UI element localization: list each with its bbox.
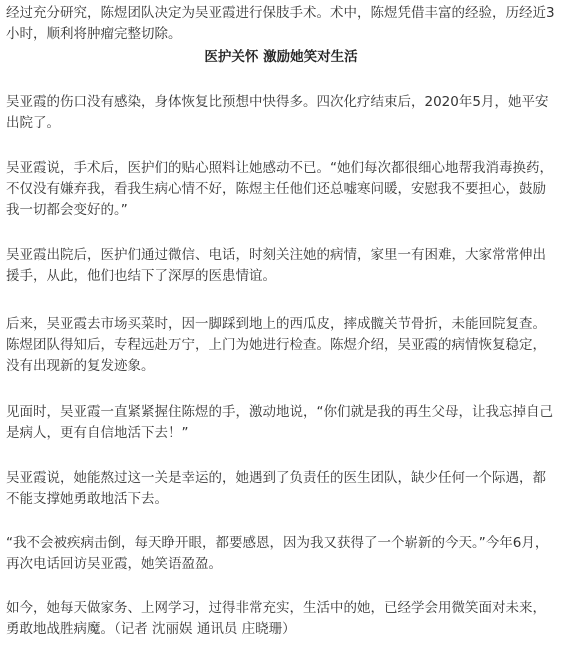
paragraph-closing: 如今，她每天做家务、上网学习，过得非常充实，生活中的她，已经学会用微笑面对未来，勇敢地战胜病魔。（记者 沈丽娱 通讯员 庄晓珊） (6, 600, 546, 637)
paragraph-gratitude: 见面时，吴亚霞一直紧紧握住陈煜的手，激动地说，“你们就是我的再生父母，让我忘掉自己是病人，更有自信地活下去！” (6, 404, 553, 441)
section-heading: 医护关怀 激励她笑对生活 (204, 49, 358, 65)
paragraph-phone-revisit: “我不会被疾病击倒，每天睁开眼，都要感恩，因为我又获得了一个崭新的今天。”今年6月，再次电话回访吴亚霞，她笑语盈盈。 (6, 535, 549, 572)
paragraph-lucky: 吴亚霞说，她能熬过这一关是幸运的，她遇到了负责任的医生团队，缺少任何一个际遇，都不能支撑她勇敢地活下去。 (6, 470, 546, 507)
paragraph-follow-up: 吴亚霞出院后，医护们通过微信、电话，时刻关注她的病情，家里一有困难，大家常常伸出援手，从此，他们也结下了深厚的医患情谊。 (6, 247, 546, 284)
paragraph-surgery: 经过充分研究，陈煜团队决定为吴亚霞进行保肢手术。术中，陈煜凭借丰富的经验，历经近3小时，顺利将肿瘤完整切除。 (6, 5, 555, 42)
paragraph-care-quote: 吴亚霞说，手术后，医护们的贴心照料让她感动不已。“她们每次都很细心地帮我消毒换药，不仅没有嫌弃我，看我生病心情不好，陈煜主任他们还总嘘寒问暖，安慰我不要担心，鼓励我一切都会变好的。” (6, 160, 553, 218)
paragraph-home-visit: 后来，吴亚霞去市场买菜时，因一脚踩到地上的西瓜皮，摔成髋关节骨折，未能回院复查。陈煜团队得知后，专程远赴万宁，上门为她进行检查。陈煜介绍，吴亚霞的病情恢复稳定，没有出现新的复发迹象。 (6, 316, 546, 374)
paragraph-recovery: 吴亚霞的伤口没有感染，身体恢复比预想中快得多。四次化疗结束后，2020年5月，她平安出院了。 (6, 94, 549, 131)
